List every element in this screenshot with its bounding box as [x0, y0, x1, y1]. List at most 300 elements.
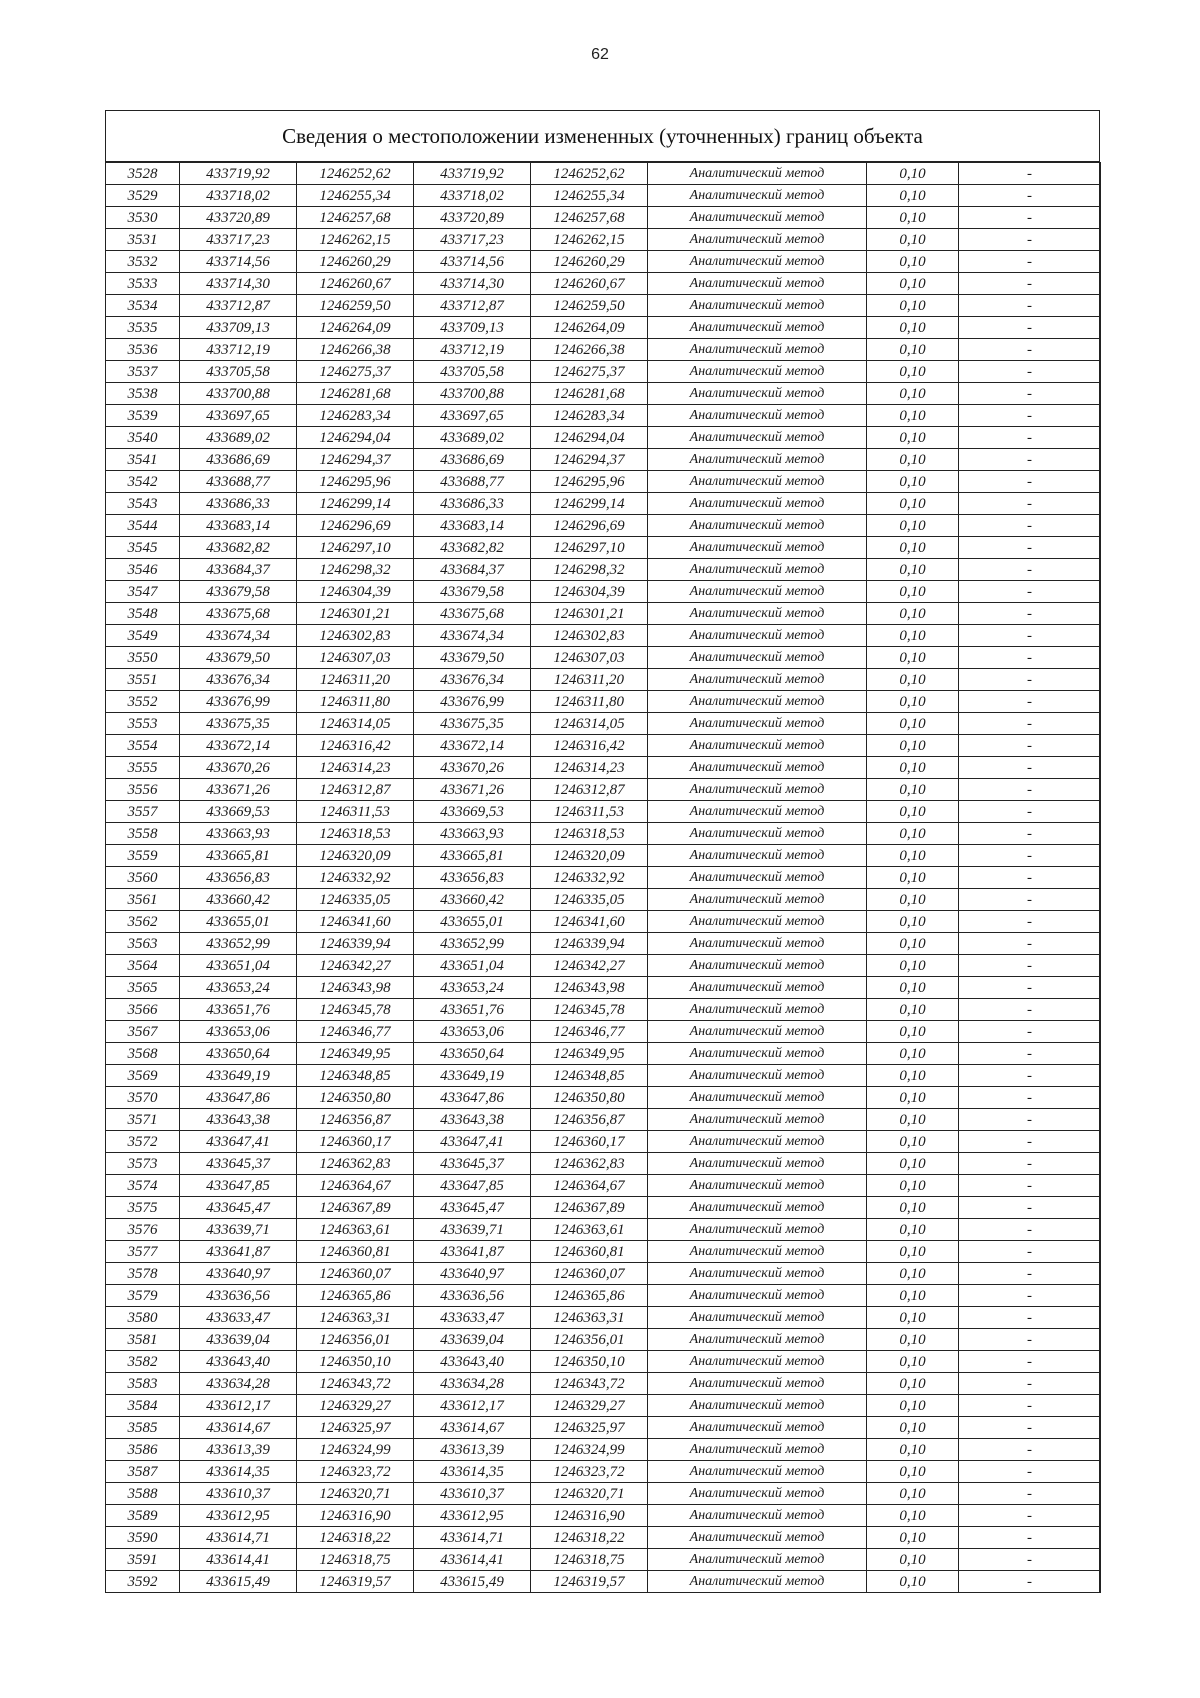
refined-y-cell: 1246316,90: [531, 1505, 648, 1527]
refined-x-cell: 433674,34: [414, 625, 531, 647]
existing-y-cell: 1246367,89: [297, 1197, 414, 1219]
table-row: [106, 471, 1101, 493]
description-cell: -: [959, 339, 1101, 361]
method-cell: Аналитический метод: [648, 999, 867, 1021]
refined-x-cell: 433653,24: [414, 977, 531, 999]
description-cell: -: [959, 603, 1101, 625]
method-cell: Аналитический метод: [648, 1021, 867, 1043]
existing-x-cell: 433672,14: [180, 735, 297, 757]
existing-x-cell: 433705,58: [180, 361, 297, 383]
table-row: [106, 515, 1101, 537]
existing-x-cell: 433647,85: [180, 1175, 297, 1197]
accuracy-cell: 0,10: [867, 999, 959, 1021]
accuracy-cell: 0,10: [867, 229, 959, 251]
method-cell: Аналитический метод: [648, 1483, 867, 1505]
table-row: [106, 1219, 1101, 1241]
refined-y-cell: 1246348,85: [531, 1065, 648, 1087]
refined-y-cell: 1246343,98: [531, 977, 648, 999]
refined-x-cell: 433656,83: [414, 867, 531, 889]
point-number-cell: 3529: [106, 185, 180, 207]
refined-x-cell: 433643,40: [414, 1351, 531, 1373]
accuracy-cell: 0,10: [867, 977, 959, 999]
existing-y-cell: 1246345,78: [297, 999, 414, 1021]
table-row: [106, 779, 1101, 801]
method-cell: Аналитический метод: [648, 823, 867, 845]
description-cell: -: [959, 1395, 1101, 1417]
point-number-cell: 3560: [106, 867, 180, 889]
existing-y-cell: 1246304,39: [297, 581, 414, 603]
description-cell: -: [959, 405, 1101, 427]
existing-x-cell: 433640,97: [180, 1263, 297, 1285]
point-number-cell: 3563: [106, 933, 180, 955]
description-cell: -: [959, 471, 1101, 493]
existing-x-cell: 433645,47: [180, 1197, 297, 1219]
method-cell: Аналитический метод: [648, 735, 867, 757]
accuracy-cell: 0,10: [867, 405, 959, 427]
existing-x-cell: 433656,83: [180, 867, 297, 889]
table-row: [106, 581, 1101, 603]
description-cell: -: [959, 1219, 1101, 1241]
description-cell: -: [959, 1373, 1101, 1395]
refined-y-cell: 1246255,34: [531, 185, 648, 207]
refined-x-cell: 433682,82: [414, 537, 531, 559]
table-row: [106, 1043, 1101, 1065]
accuracy-cell: 0,10: [867, 955, 959, 977]
table-row: [106, 977, 1101, 999]
method-cell: Аналитический метод: [648, 1219, 867, 1241]
existing-x-cell: 433641,87: [180, 1241, 297, 1263]
existing-y-cell: 1246363,31: [297, 1307, 414, 1329]
existing-y-cell: 1246275,37: [297, 361, 414, 383]
table-row: [106, 361, 1101, 383]
accuracy-cell: 0,10: [867, 1461, 959, 1483]
refined-y-cell: 1246314,23: [531, 757, 648, 779]
existing-y-cell: 1246260,67: [297, 273, 414, 295]
point-number-cell: 3530: [106, 207, 180, 229]
table-row: [106, 911, 1101, 933]
existing-y-cell: 1246294,04: [297, 427, 414, 449]
existing-y-cell: 1246343,72: [297, 1373, 414, 1395]
point-number-cell: 3541: [106, 449, 180, 471]
refined-y-cell: 1246311,20: [531, 669, 648, 691]
refined-x-cell: 433647,86: [414, 1087, 531, 1109]
point-number-cell: 3592: [106, 1571, 180, 1593]
existing-y-cell: 1246252,62: [297, 163, 414, 185]
table-row: [106, 845, 1101, 867]
accuracy-cell: 0,10: [867, 1285, 959, 1307]
table-row: [106, 647, 1101, 669]
method-cell: Аналитический метод: [648, 889, 867, 911]
accuracy-cell: 0,10: [867, 559, 959, 581]
description-cell: -: [959, 1527, 1101, 1549]
point-number-cell: 3553: [106, 713, 180, 735]
accuracy-cell: 0,10: [867, 449, 959, 471]
point-number-cell: 3568: [106, 1043, 180, 1065]
method-cell: Аналитический метод: [648, 537, 867, 559]
existing-y-cell: 1246360,17: [297, 1131, 414, 1153]
description-cell: -: [959, 295, 1101, 317]
table-row: [106, 625, 1101, 647]
point-number-cell: 3574: [106, 1175, 180, 1197]
description-cell: -: [959, 1417, 1101, 1439]
description-cell: -: [959, 251, 1101, 273]
table-row: [106, 1505, 1101, 1527]
table-row: [106, 1351, 1101, 1373]
method-cell: Аналитический метод: [648, 229, 867, 251]
existing-y-cell: 1246294,37: [297, 449, 414, 471]
refined-x-cell: 433650,64: [414, 1043, 531, 1065]
existing-x-cell: 433684,37: [180, 559, 297, 581]
existing-y-cell: 1246296,69: [297, 515, 414, 537]
existing-x-cell: 433709,13: [180, 317, 297, 339]
accuracy-cell: 0,10: [867, 295, 959, 317]
refined-y-cell: 1246318,22: [531, 1527, 648, 1549]
existing-y-cell: 1246320,71: [297, 1483, 414, 1505]
existing-y-cell: 1246325,97: [297, 1417, 414, 1439]
method-cell: Аналитический метод: [648, 1351, 867, 1373]
description-cell: -: [959, 207, 1101, 229]
table-body: [106, 163, 1101, 1593]
refined-x-cell: 433671,26: [414, 779, 531, 801]
method-cell: Аналитический метод: [648, 845, 867, 867]
refined-y-cell: 1246259,50: [531, 295, 648, 317]
accuracy-cell: 0,10: [867, 823, 959, 845]
description-cell: -: [959, 735, 1101, 757]
description-cell: -: [959, 1505, 1101, 1527]
point-number-cell: 3546: [106, 559, 180, 581]
existing-y-cell: 1246316,90: [297, 1505, 414, 1527]
existing-x-cell: 433718,02: [180, 185, 297, 207]
refined-y-cell: 1246363,61: [531, 1219, 648, 1241]
description-cell: -: [959, 559, 1101, 581]
refined-y-cell: 1246346,77: [531, 1021, 648, 1043]
table-row: [106, 691, 1101, 713]
point-number-cell: 3586: [106, 1439, 180, 1461]
description-cell: -: [959, 779, 1101, 801]
refined-y-cell: 1246304,39: [531, 581, 648, 603]
description-cell: -: [959, 317, 1101, 339]
refined-x-cell: 433613,39: [414, 1439, 531, 1461]
accuracy-cell: 0,10: [867, 1395, 959, 1417]
accuracy-cell: 0,10: [867, 427, 959, 449]
method-cell: Аналитический метод: [648, 779, 867, 801]
existing-x-cell: 433645,37: [180, 1153, 297, 1175]
refined-y-cell: 1246275,37: [531, 361, 648, 383]
point-number-cell: 3533: [106, 273, 180, 295]
description-cell: -: [959, 801, 1101, 823]
method-cell: Аналитический метод: [648, 295, 867, 317]
accuracy-cell: 0,10: [867, 735, 959, 757]
table-row: [106, 1263, 1101, 1285]
table-row: [106, 427, 1101, 449]
description-cell: -: [959, 1285, 1101, 1307]
point-number-cell: 3561: [106, 889, 180, 911]
refined-x-cell: 433651,76: [414, 999, 531, 1021]
method-cell: Аналитический метод: [648, 185, 867, 207]
description-cell: -: [959, 955, 1101, 977]
refined-y-cell: 1246325,97: [531, 1417, 648, 1439]
existing-x-cell: 433653,06: [180, 1021, 297, 1043]
method-cell: Аналитический метод: [648, 1461, 867, 1483]
existing-y-cell: 1246257,68: [297, 207, 414, 229]
refined-y-cell: 1246294,04: [531, 427, 648, 449]
refined-y-cell: 1246257,68: [531, 207, 648, 229]
description-cell: -: [959, 1483, 1101, 1505]
description-cell: -: [959, 1153, 1101, 1175]
existing-x-cell: 433712,19: [180, 339, 297, 361]
existing-y-cell: 1246343,98: [297, 977, 414, 999]
refined-x-cell: 433714,56: [414, 251, 531, 273]
point-number-cell: 3576: [106, 1219, 180, 1241]
point-number-cell: 3578: [106, 1263, 180, 1285]
refined-y-cell: 1246362,83: [531, 1153, 648, 1175]
point-number-cell: 3539: [106, 405, 180, 427]
method-cell: Аналитический метод: [648, 317, 867, 339]
refined-x-cell: 433700,88: [414, 383, 531, 405]
existing-x-cell: 433675,35: [180, 713, 297, 735]
existing-x-cell: 433670,26: [180, 757, 297, 779]
method-cell: Аналитический метод: [648, 1197, 867, 1219]
description-cell: -: [959, 361, 1101, 383]
point-number-cell: 3585: [106, 1417, 180, 1439]
accuracy-cell: 0,10: [867, 1043, 959, 1065]
refined-y-cell: 1246350,80: [531, 1087, 648, 1109]
refined-x-cell: 433633,47: [414, 1307, 531, 1329]
description-cell: -: [959, 1065, 1101, 1087]
accuracy-cell: 0,10: [867, 185, 959, 207]
refined-x-cell: 433689,02: [414, 427, 531, 449]
refined-y-cell: 1246311,80: [531, 691, 648, 713]
accuracy-cell: 0,10: [867, 1549, 959, 1571]
table-row: [106, 823, 1101, 845]
refined-x-cell: 433669,53: [414, 801, 531, 823]
method-cell: Аналитический метод: [648, 1439, 867, 1461]
method-cell: Аналитический метод: [648, 207, 867, 229]
description-cell: -: [959, 1329, 1101, 1351]
existing-x-cell: 433686,69: [180, 449, 297, 471]
accuracy-cell: 0,10: [867, 383, 959, 405]
accuracy-cell: 0,10: [867, 669, 959, 691]
refined-x-cell: 433717,23: [414, 229, 531, 251]
existing-y-cell: 1246329,27: [297, 1395, 414, 1417]
existing-x-cell: 433679,50: [180, 647, 297, 669]
point-number-cell: 3544: [106, 515, 180, 537]
existing-x-cell: 433660,42: [180, 889, 297, 911]
refined-x-cell: 433679,50: [414, 647, 531, 669]
accuracy-cell: 0,10: [867, 1197, 959, 1219]
table-row: [106, 273, 1101, 295]
table-row: [106, 207, 1101, 229]
refined-y-cell: 1246318,53: [531, 823, 648, 845]
accuracy-cell: 0,10: [867, 1439, 959, 1461]
description-cell: -: [959, 1549, 1101, 1571]
refined-y-cell: 1246343,72: [531, 1373, 648, 1395]
point-number-cell: 3590: [106, 1527, 180, 1549]
existing-x-cell: 433675,68: [180, 603, 297, 625]
method-cell: Аналитический метод: [648, 1065, 867, 1087]
existing-y-cell: 1246311,53: [297, 801, 414, 823]
accuracy-cell: 0,10: [867, 207, 959, 229]
accuracy-cell: 0,10: [867, 691, 959, 713]
existing-x-cell: 433714,56: [180, 251, 297, 273]
refined-y-cell: 1246298,32: [531, 559, 648, 581]
point-number-cell: 3591: [106, 1549, 180, 1571]
method-cell: Аналитический метод: [648, 1087, 867, 1109]
table-row: [106, 1329, 1101, 1351]
existing-x-cell: 433639,04: [180, 1329, 297, 1351]
description-cell: -: [959, 1175, 1101, 1197]
refined-x-cell: 433653,06: [414, 1021, 531, 1043]
existing-y-cell: 1246360,07: [297, 1263, 414, 1285]
refined-y-cell: 1246360,17: [531, 1131, 648, 1153]
method-cell: Аналитический метод: [648, 1307, 867, 1329]
existing-y-cell: 1246301,21: [297, 603, 414, 625]
accuracy-cell: 0,10: [867, 1307, 959, 1329]
point-number-cell: 3581: [106, 1329, 180, 1351]
refined-y-cell: 1246356,87: [531, 1109, 648, 1131]
description-cell: -: [959, 1307, 1101, 1329]
refined-y-cell: 1246301,21: [531, 603, 648, 625]
description-cell: -: [959, 977, 1101, 999]
refined-x-cell: 433641,87: [414, 1241, 531, 1263]
refined-x-cell: 433686,69: [414, 449, 531, 471]
point-number-cell: 3583: [106, 1373, 180, 1395]
refined-x-cell: 433719,92: [414, 163, 531, 185]
description-cell: -: [959, 383, 1101, 405]
accuracy-cell: 0,10: [867, 1131, 959, 1153]
refined-x-cell: 433639,71: [414, 1219, 531, 1241]
point-number-cell: 3582: [106, 1351, 180, 1373]
table-row: [106, 867, 1101, 889]
point-number-cell: 3543: [106, 493, 180, 515]
method-cell: Аналитический метод: [648, 955, 867, 977]
method-cell: Аналитический метод: [648, 867, 867, 889]
existing-y-cell: 1246332,92: [297, 867, 414, 889]
method-cell: Аналитический метод: [648, 1263, 867, 1285]
point-number-cell: 3587: [106, 1461, 180, 1483]
table-row: [106, 1109, 1101, 1131]
existing-y-cell: 1246324,99: [297, 1439, 414, 1461]
refined-y-cell: 1246339,94: [531, 933, 648, 955]
accuracy-cell: 0,10: [867, 625, 959, 647]
description-cell: -: [959, 273, 1101, 295]
table-row: [106, 1395, 1101, 1417]
method-cell: Аналитический метод: [648, 691, 867, 713]
point-number-cell: 3564: [106, 955, 180, 977]
refined-y-cell: 1246363,31: [531, 1307, 648, 1329]
refined-x-cell: 433649,19: [414, 1065, 531, 1087]
refined-y-cell: 1246332,92: [531, 867, 648, 889]
description-cell: -: [959, 669, 1101, 691]
accuracy-cell: 0,10: [867, 493, 959, 515]
description-cell: -: [959, 647, 1101, 669]
point-number-cell: 3572: [106, 1131, 180, 1153]
table-row: [106, 933, 1101, 955]
existing-x-cell: 433651,04: [180, 955, 297, 977]
existing-x-cell: 433614,71: [180, 1527, 297, 1549]
existing-x-cell: 433612,95: [180, 1505, 297, 1527]
refined-x-cell: 433614,71: [414, 1527, 531, 1549]
refined-x-cell: 433675,68: [414, 603, 531, 625]
table-row: [106, 1307, 1101, 1329]
accuracy-cell: 0,10: [867, 1175, 959, 1197]
point-number-cell: 3559: [106, 845, 180, 867]
existing-x-cell: 433669,53: [180, 801, 297, 823]
existing-y-cell: 1246312,87: [297, 779, 414, 801]
method-cell: Аналитический метод: [648, 361, 867, 383]
refined-y-cell: 1246319,57: [531, 1571, 648, 1593]
refined-x-cell: 433679,58: [414, 581, 531, 603]
point-number-cell: 3528: [106, 163, 180, 185]
point-number-cell: 3554: [106, 735, 180, 757]
table-row: [106, 163, 1101, 185]
refined-y-cell: 1246252,62: [531, 163, 648, 185]
table-row: [106, 449, 1101, 471]
table-row: [106, 1439, 1101, 1461]
existing-x-cell: 433653,24: [180, 977, 297, 999]
point-number-cell: 3573: [106, 1153, 180, 1175]
accuracy-cell: 0,10: [867, 471, 959, 493]
method-cell: Аналитический метод: [648, 251, 867, 273]
existing-y-cell: 1246362,83: [297, 1153, 414, 1175]
description-cell: -: [959, 515, 1101, 537]
existing-y-cell: 1246307,03: [297, 647, 414, 669]
point-number-cell: 3555: [106, 757, 180, 779]
existing-x-cell: 433649,19: [180, 1065, 297, 1087]
point-number-cell: 3531: [106, 229, 180, 251]
description-cell: -: [959, 1021, 1101, 1043]
accuracy-cell: 0,10: [867, 1505, 959, 1527]
point-number-cell: 3551: [106, 669, 180, 691]
accuracy-cell: 0,10: [867, 1087, 959, 1109]
point-number-cell: 3557: [106, 801, 180, 823]
accuracy-cell: 0,10: [867, 933, 959, 955]
accuracy-cell: 0,10: [867, 251, 959, 273]
table-row: [106, 1153, 1101, 1175]
refined-y-cell: 1246311,53: [531, 801, 648, 823]
description-cell: -: [959, 1461, 1101, 1483]
refined-y-cell: 1246350,10: [531, 1351, 648, 1373]
existing-y-cell: 1246297,10: [297, 537, 414, 559]
description-cell: -: [959, 889, 1101, 911]
point-number-cell: 3588: [106, 1483, 180, 1505]
existing-y-cell: 1246260,29: [297, 251, 414, 273]
refined-y-cell: 1246367,89: [531, 1197, 648, 1219]
method-cell: Аналитический метод: [648, 581, 867, 603]
point-number-cell: 3570: [106, 1087, 180, 1109]
table-title: Сведения о местоположении измененных (уточненных) границ объекта: [106, 111, 1099, 162]
point-number-cell: 3575: [106, 1197, 180, 1219]
refined-y-cell: 1246266,38: [531, 339, 648, 361]
table-row: [106, 603, 1101, 625]
refined-x-cell: 433684,37: [414, 559, 531, 581]
description-cell: -: [959, 691, 1101, 713]
table-row: [106, 1285, 1101, 1307]
existing-x-cell: 433689,02: [180, 427, 297, 449]
refined-x-cell: 433634,28: [414, 1373, 531, 1395]
method-cell: Аналитический метод: [648, 1395, 867, 1417]
table-row: [106, 251, 1101, 273]
description-cell: -: [959, 1241, 1101, 1263]
method-cell: Аналитический метод: [648, 1131, 867, 1153]
refined-x-cell: 433676,99: [414, 691, 531, 713]
accuracy-cell: 0,10: [867, 1483, 959, 1505]
point-number-cell: 3558: [106, 823, 180, 845]
existing-y-cell: 1246314,23: [297, 757, 414, 779]
table-row: [106, 559, 1101, 581]
refined-y-cell: 1246345,78: [531, 999, 648, 1021]
description-cell: -: [959, 1197, 1101, 1219]
